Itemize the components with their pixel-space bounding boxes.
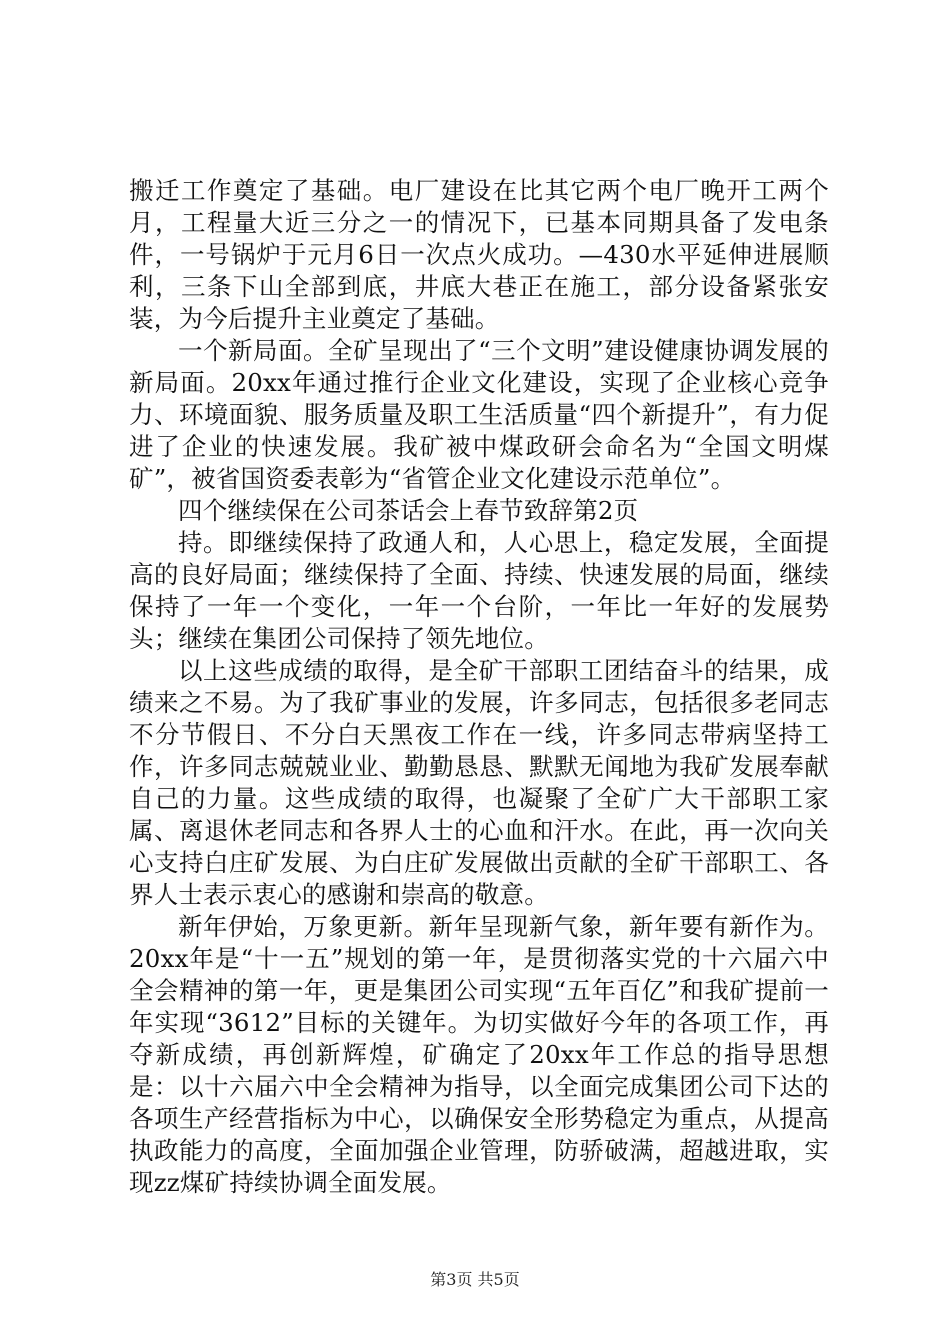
paragraph-page-heading: 四个继续保在公司茶话会上春节致辞第2页 [178,496,639,525]
paragraph-relocation-foundation: 搬迁工作奠定了基础。电厂建设在比其它两个电厂晚开工两个月，工程量大近三分之一的情况下，已基本同期具备了发电条件，一号锅炉于元月6日一次点火成功。—430水平延伸进展顺利，三条下山全部到底，井底大巷正在施工，部分设备紧张安装，为今后提升主业奠定了基础。 [129,176,829,333]
paragraph-new-year: 新年伊始，万象更新。新年呈现新气象，新年要有新作为。20xx年是“十一五”规划的第一年，是贯彻落实党的十六届六中全会精神的第一年，更是集团公司实现“五年百亿”和我矿提前一年实现“3612”目标的关键年。为切实做好今年的各项工作，再夺新成绩，再创新辉煌，矿确定了20xx年工作总的指导思想是：以十六届六中全会精神为指导，以全面完成集团公司下达的各项生产经营指标为中心，以确保安全形势稳定为重点，从提高执政能力的高度，全面加强企业管理，防骄破满，超越进取，实现zz煤矿持续协调全面发展。 [129,912,829,1197]
paragraph-new-situation: 一个新局面。全矿呈现出了“三个文明”建设健康协调发展的新局面。20xx年通过推行企业文化建设，实现了企业核心竞争力、环境面貌、服务质量及职工生活质量“四个新提升”，有力促进了企业的快速发展。我矿被中煤政研会命名为“全国文明煤矿”，被省国资委表彰为“省管企业文化建设示范单位”。 [129,336,829,493]
paragraph-achievements: 以上这些成绩的取得，是全矿干部职工团结奋斗的结果，成绩来之不易。为了我矿事业的发展，许多同志，包括很多老同志不分节假日、不分白天黑夜工作在一线，许多同志带病坚持工作，许多同志兢兢业业、勤勤恳恳、默默无闻地为我矿发展奉献自己的力量。这些成绩的取得，也凝聚了全矿广大干部职工家属、离退休老同志和各界人士的心血和汗水。在此，再一次向关心支持白庄矿发展、为白庄矿发展做出贡献的全矿干部职工、各界人士表示衷心的感谢和崇高的敬意。 [129,656,829,909]
document-body [129,175,829,1199]
page-footer: 第3页 共5页 [430,1270,520,1289]
paragraph-four-continuations: 持。即继续保持了政通人和，人心思上，稳定发展，全面提高的良好局面；继续保持了全面、持续、快速发展的局面，继续保持了一年一个变化，一年一个台阶，一年比一年好的发展势头；继续在集团公司保持了领先地位。 [129,528,829,653]
